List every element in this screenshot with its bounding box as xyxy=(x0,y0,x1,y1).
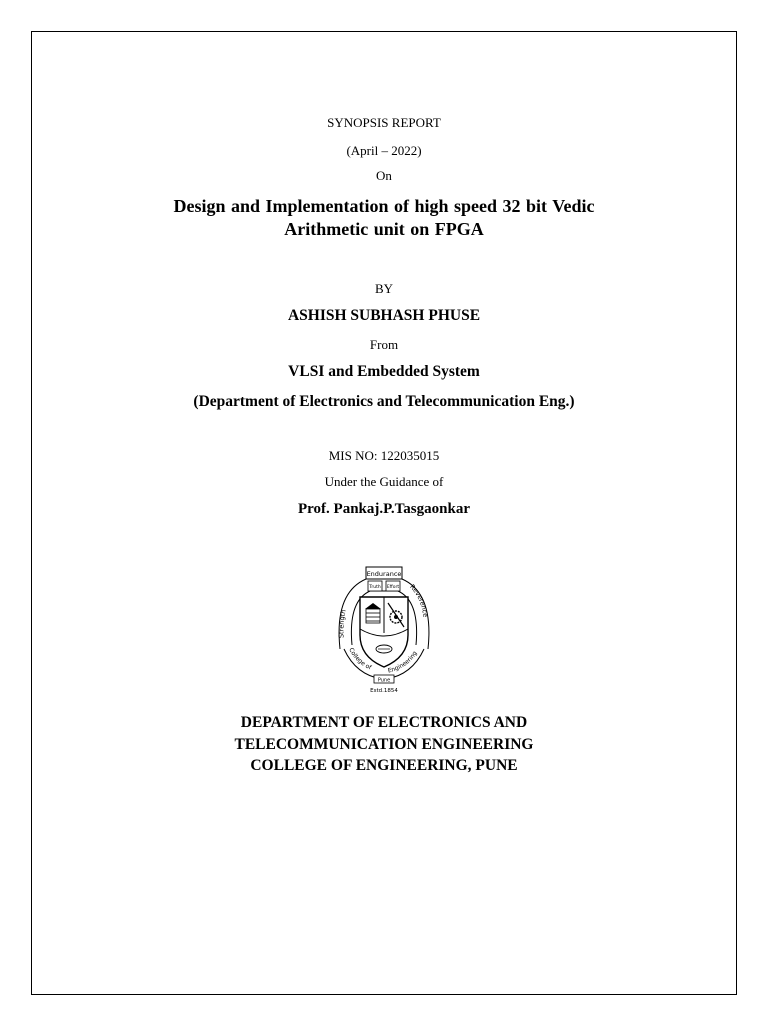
department-short: (Department of Electronics and Telecommunication Eng.) xyxy=(193,393,575,410)
svg-text:College of: College of xyxy=(347,646,373,672)
svg-text:Truth: Truth xyxy=(369,585,381,590)
mis-number: MIS NO: 122035015 xyxy=(328,448,440,463)
report-date: (April – 2022) xyxy=(346,143,422,158)
author-name: ASHISH SUBHASH PHUSE xyxy=(287,307,481,324)
report-heading: SYNOPSIS REPORT xyxy=(327,115,441,130)
project-title-line-1: Design and Implementation of high speed 32 bit Vedic xyxy=(173,196,595,216)
svg-text:Pune: Pune xyxy=(377,677,391,684)
from-label: From xyxy=(369,337,399,352)
program-name: VLSI and Embedded System xyxy=(288,363,480,380)
guidance-label: Under the Guidance of xyxy=(324,474,444,489)
svg-text:Effort: Effort xyxy=(386,585,400,590)
guide-name: Prof. Pankaj.P.Tasgaonkar xyxy=(298,501,470,517)
college-seal-logo xyxy=(330,557,438,695)
footer-department-line-2: TELECOMMUNICATION ENGINEERING xyxy=(234,736,534,753)
svg-text:Reverence: Reverence xyxy=(408,582,430,618)
by-label: BY xyxy=(374,281,394,296)
svg-text:Engineering: Engineering xyxy=(387,649,419,675)
on-label: On xyxy=(376,168,392,183)
svg-text:Estd.1854: Estd.1854 xyxy=(370,688,398,694)
svg-text:Endurance: Endurance xyxy=(366,570,402,578)
footer-department-line-1: DEPARTMENT OF ELECTRONICS AND xyxy=(240,714,528,731)
footer-college-name: COLLEGE OF ENGINEERING, PUNE xyxy=(250,757,518,774)
svg-text:Strength: Strength xyxy=(337,608,348,639)
project-title-line-2: Arithmetic unit on FPGA xyxy=(284,219,484,239)
